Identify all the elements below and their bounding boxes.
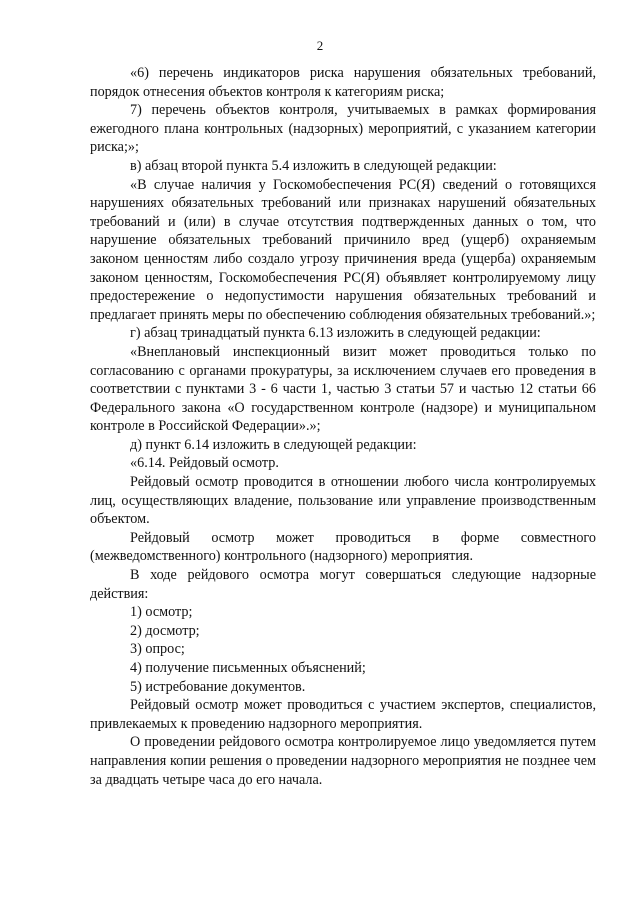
list-item-questioning: 3) опрос;: [130, 641, 185, 658]
page-number: 2: [316, 38, 324, 53]
paragraph-raid-scope: Рейдовый осмотр проводится в отношении любого числа контролируемых лиц, осуществляющих владение, пользование или управление производственным объектом.: [90, 474, 596, 528]
paragraph-raid-notification: О проведении рейдового осмотра контролируемое лицо уведомляется путем направления копии решения о проведении надзорного мероприятия не позднее чем за двадцать четыре часа до его начала.: [90, 734, 596, 788]
list-item-inspection: 1) осмотр;: [130, 604, 193, 621]
paragraph-item-7-control-objects: 7) перечень объектов контроля, учитываемых в рамках формирования ежегодного плана контрольных (надзорных) мероприятий, с указанием категории риска;»;: [90, 102, 596, 156]
paragraph-raid-inspection-heading: «6.14. Рейдовый осмотр.: [130, 455, 279, 472]
paragraph-raid-actions-intro: В ходе рейдового осмотра могут совершаться следующие надзорные действия:: [90, 567, 596, 602]
list-item-written-explanations: 4) получение письменных объяснений;: [130, 660, 366, 676]
paragraph-warning-text: «В случае наличия у Госкомобеспечения РС(Я) сведений о готовящихся нарушениях обязательных требований или признаках нарушений обязательных требований и (или) в случае отсутствия подтвержденных данных о том, что нарушение обязательных требований причинило вред (ущерб) охраняемым законом ценностям либо создало угрозу причинения вреда (ущерба) охраняемым законом ценностям, Госкомобеспечения РС(Я) объявляет контролируемому лицу предостережение о недопустимости нарушения обязательных требований и предлагает принять меры по обеспечению соблюдения обязательных требований.»;: [90, 176, 596, 323]
paragraph-unscheduled-visit: «Внеплановый инспекционный визит может проводиться только по согласованию с органами прокуратуры, за исключением случаев его проведения в соответствии с пунктами 3 - 6 части 1, частью 3 статьи 57 и частью 12 статьи 66 Федерального закона «О государственном контроле (надзоре) и муниципальном контроле в Российской Федерации».»;: [90, 343, 596, 435]
document-body: [90, 64, 596, 789]
paragraph-amendment-d: д) пункт 6.14 изложить в следующей редакции:: [130, 436, 417, 453]
paragraph-raid-joint-form: Рейдовый осмотр может проводиться в форме совместного (межведомственного) контрольного (надзорного) мероприятия.: [90, 529, 596, 565]
paragraph-item-6-risk-indicators: «6) перечень индикаторов риска нарушения обязательных требований, порядок отнесения объектов контроля к категориям риска;: [90, 65, 596, 100]
list-item-search: 2) досмотр;: [130, 622, 200, 639]
paragraph-raid-experts: Рейдовый осмотр может проводиться с участием экспертов, специалистов, привлекаемых к проведению надзорного мероприятия.: [90, 697, 596, 732]
paragraph-amendment-g: г) абзац тринадцатый пункта 6.13 изложить в следующей редакции:: [130, 325, 541, 342]
list-item-document-request: 5) истребование документов.: [130, 678, 306, 695]
paragraph-amendment-v: в) абзац второй пункта 5.4 изложить в следующей редакции:: [130, 157, 497, 174]
